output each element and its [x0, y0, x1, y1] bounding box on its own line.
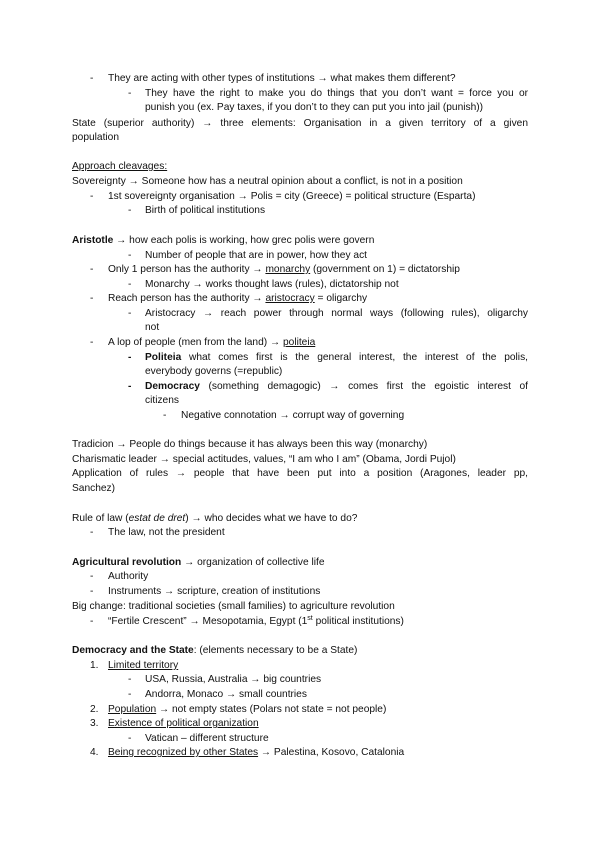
bullet-dash: -: [90, 586, 94, 597]
monarchy-line: Monarchy → works thought laws (rules), dictatorship not: [145, 279, 399, 290]
democracy-line-2: citizens: [145, 395, 179, 406]
monarchy-authority-line: Only 1 person has the authority → monarchy (government on 1) = dictatorship: [108, 264, 460, 275]
aristocracy-line-2: not: [145, 322, 160, 333]
recognized-line: Being recognized by other States → Palestina, Kosovo, Catalonia: [108, 747, 405, 758]
authority-line: Authority: [108, 571, 149, 582]
politeia-line-2: everybody governs (=republic): [145, 366, 283, 377]
state-line: State (superior authority) → three elements: Organisation in a given territory of a given: [72, 118, 528, 129]
bullet-dash: -: [90, 293, 94, 304]
aristocracy-line: Aristocracy → reach power through normal ways (following rules), oligarchy: [145, 308, 528, 319]
fertile-crescent-line: “Fertile Crescent” → Mesopotamia, Egypt (1st political institutions): [108, 615, 404, 627]
instruments-line: Instruments → scripture, creation of institutions: [108, 586, 321, 597]
bullet-dash: -: [128, 381, 132, 392]
birth-line: Birth of political institutions: [145, 205, 266, 216]
negative-line: Negative connotation → corrupt way of governing: [181, 410, 405, 421]
bullet-dash: -: [128, 279, 132, 290]
bullet-dash: -: [90, 264, 94, 275]
number-line: Number of people that are in power, how they act: [145, 250, 367, 261]
big-countries-line: USA, Russia, Australia → big countries: [145, 674, 322, 685]
politeia-line: Politeia what comes first is the general interest, the interest of the polis,: [145, 352, 528, 363]
state-line-2: population: [72, 132, 120, 143]
bullet-dash: -: [128, 205, 132, 216]
bullet-dash: -: [90, 337, 94, 348]
aristotle-line: Aristotle → how each polis is working, how grec polis were govern: [72, 235, 375, 246]
small-countries-line: Andorra, Monaco → small countries: [145, 689, 307, 700]
bullet-dash: -: [163, 410, 167, 421]
population-line: Population → not empty states (Polars not state = not people): [108, 704, 387, 715]
bullet-dash: -: [128, 674, 132, 685]
application-line: Application of rules → people that have been put into a position (Aragones, leader pp,: [72, 468, 528, 479]
charismatic-line: Charismatic leader → special actitudes, values, “I am who I am” (Obama, Jordi Pujol): [72, 454, 456, 465]
first-sovereignty-line: 1st sovereignty organisation → Polis = city (Greece) = political structure (Esparta): [108, 191, 476, 202]
limited-territory-line: Limited territory: [108, 660, 179, 671]
democracy-state-title: Democracy and the State: [72, 645, 194, 656]
politeia-intro-line: A lop of people (men from the land) → politeia: [108, 337, 316, 348]
political-organization-line: Existence of political organization: [108, 718, 259, 729]
bullet-dash: -: [90, 191, 94, 202]
intro-line-1: They are acting with other types of institutions → what makes them different?: [108, 73, 456, 84]
bullet-dash: -: [128, 689, 132, 700]
bullet-dash: -: [128, 308, 132, 319]
intro-line-2: They have the right to make you do things that you don’t want = force you or: [145, 88, 528, 99]
bullet-dash: -: [90, 616, 94, 627]
list-number: 4.: [90, 747, 99, 758]
bullet-dash: -: [128, 733, 132, 744]
application-line-2: Sanchez): [72, 483, 116, 494]
sovereignty-line: Sovereignty → Someone how has a neutral opinion about a conflict, is not in a position: [72, 176, 463, 187]
aristotle-name: Aristotle: [72, 235, 114, 246]
bullet-dash: -: [128, 250, 132, 261]
democracy-state-line: Democracy and the State: (elements necessary to be a State): [72, 645, 358, 656]
bullet-dash: -: [128, 88, 132, 99]
vatican-line: Vatican – different structure: [145, 733, 269, 744]
agricultural-title: Agricultural revolution: [72, 557, 182, 568]
law-line: The law, not the president: [108, 527, 225, 538]
agricultural-line: Agricultural revolution → organization of collective life: [72, 557, 325, 568]
intro-line-3: punish you (ex. Pay taxes, if you don’t to they can put you into jail (punish)): [145, 102, 484, 113]
rule-of-law-line: Rule of law (estat de dret) → who decides what we have to do?: [72, 513, 358, 524]
bullet-dash: -: [90, 527, 94, 538]
approach-heading: Approach cleavages:: [72, 161, 168, 172]
bullet-dash: -: [128, 352, 132, 363]
aristocracy-authority-line: Reach person has the authority → aristocracy = oligarchy: [108, 293, 368, 304]
bullet-dash: -: [90, 73, 94, 84]
tradition-line: Tradicion → People do things because it has always been this way (monarchy): [72, 439, 428, 450]
list-number: 2.: [90, 704, 99, 715]
big-change-line: Big change: traditional societies (small families) to agriculture revolution: [72, 601, 395, 612]
bullet-dash: -: [90, 571, 94, 582]
list-number: 1.: [90, 660, 99, 671]
list-number: 3.: [90, 718, 99, 729]
democracy-line: Democracy (something demagogic) → comes first the egoistic interest of: [145, 381, 528, 392]
